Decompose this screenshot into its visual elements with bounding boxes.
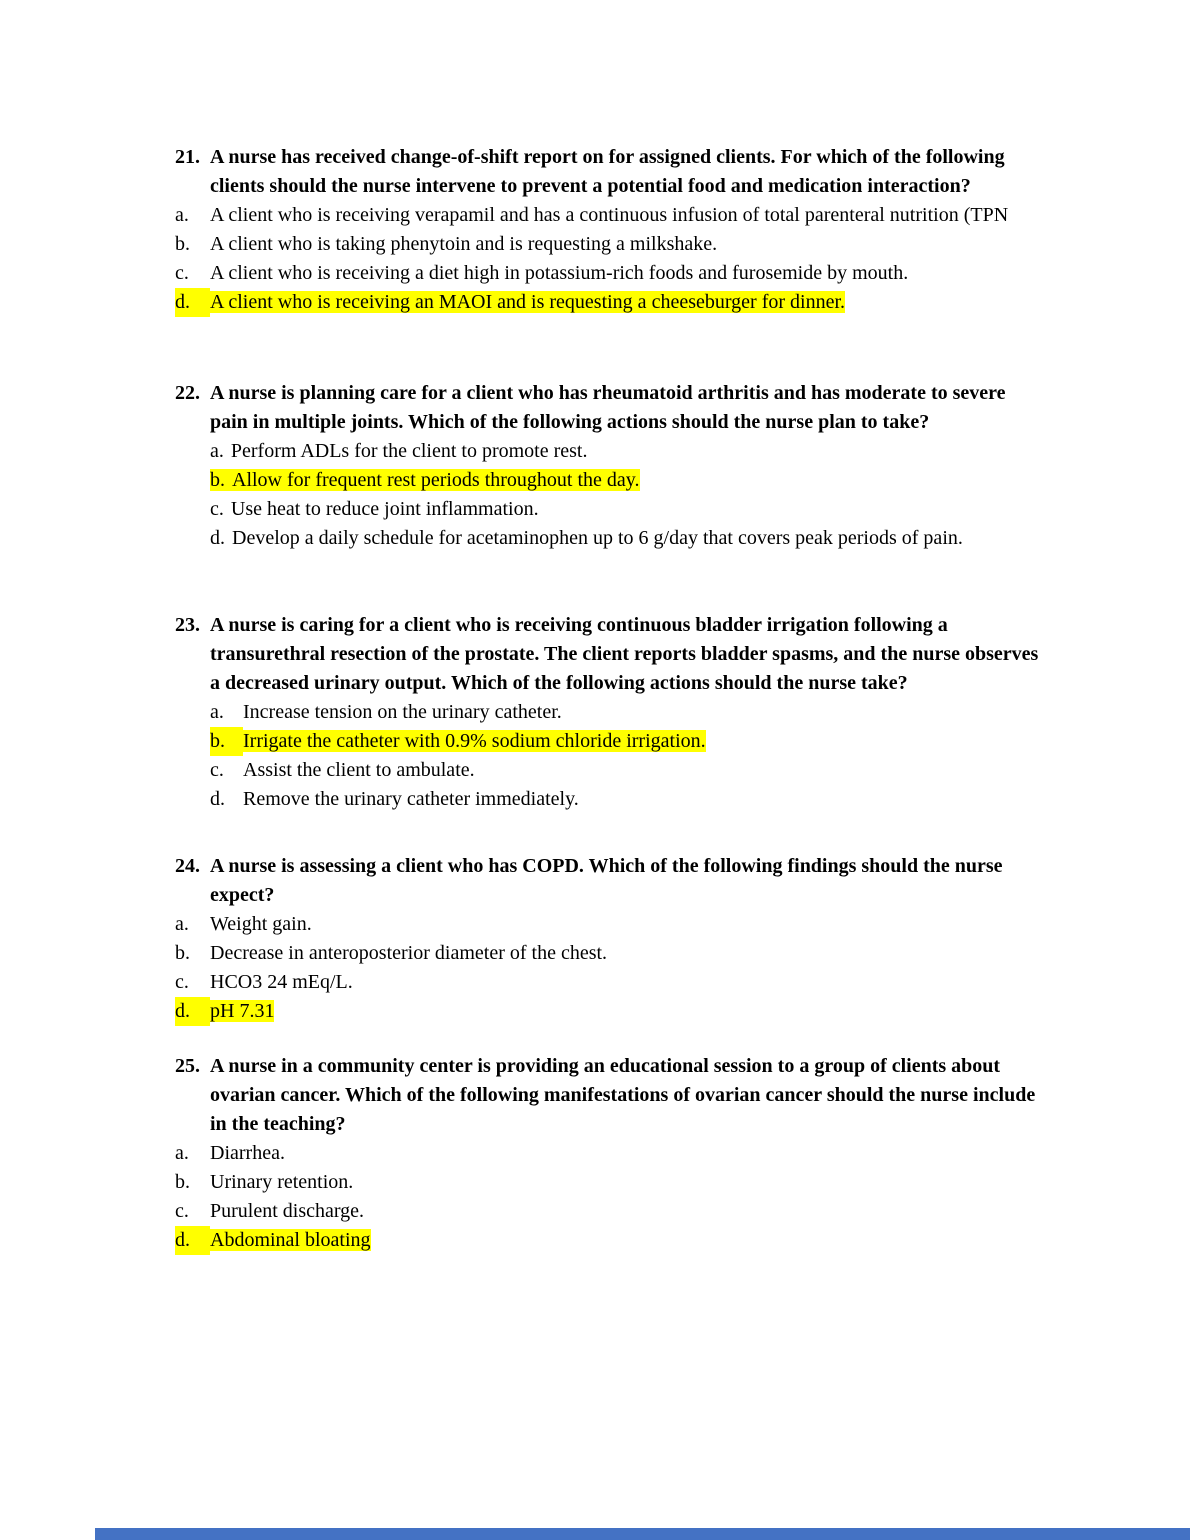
option-letter: c.	[175, 262, 189, 284]
option-text: Develop a daily schedule for acetaminophen up to 6 g/day that covers peak periods of pain.	[232, 527, 963, 549]
option-text: Increase tension on the urinary catheter.	[243, 701, 562, 723]
option-text: A client who is taking phenytoin and is requesting a milkshake.	[210, 233, 718, 255]
option-text: Diarrhea.	[210, 1142, 285, 1164]
question-number: 21.	[175, 146, 200, 168]
question-text: A nurse has received change-of-shift report on for assigned clients. For which of the following clients should the nurse intervene to prevent a potential food and medication interaction?	[210, 146, 1005, 197]
option-row-answer	[175, 466, 1048, 495]
option-text: pH 7.31	[210, 1000, 275, 1022]
option-letter: d.	[175, 997, 210, 1026]
option-letter: b.	[210, 727, 243, 756]
option-letter: c.	[210, 498, 224, 520]
option-letter: c.	[175, 1200, 189, 1222]
option-row	[175, 939, 1048, 968]
question-25	[175, 1052, 1048, 1255]
option-row-answer	[175, 997, 1048, 1026]
option-row	[175, 437, 1048, 466]
option-letter: d.	[175, 1226, 210, 1255]
option-row	[175, 910, 1048, 939]
option-text: Assist the client to ambulate.	[243, 759, 475, 781]
question-text: A nurse is assessing a client who has COPD. Which of the following findings should the nurse expect?	[210, 855, 1003, 906]
option-row	[175, 1139, 1048, 1168]
option-text: A client who is receiving a diet high in potassium-rich foods and furosemide by mouth.	[210, 262, 909, 284]
option-text: HCO3 24 mEq/L.	[210, 971, 353, 993]
option-letter: c.	[210, 759, 224, 781]
option-letter: d.	[210, 527, 225, 549]
question-24	[175, 852, 1048, 1026]
question-23	[175, 611, 1048, 814]
question-head	[175, 143, 1048, 201]
option-letter: a.	[175, 1142, 189, 1164]
option-row-answer	[175, 288, 1048, 317]
option-letter: d.	[210, 788, 225, 810]
option-row-answer	[175, 1226, 1048, 1255]
option-row-answer	[210, 727, 1048, 756]
question-head	[175, 379, 1048, 437]
option-letter: d.	[175, 288, 210, 317]
question-head	[175, 611, 1048, 698]
question-22	[175, 379, 1048, 553]
option-letter: c.	[175, 971, 189, 993]
option-row	[175, 259, 1048, 288]
option-row	[210, 756, 1048, 785]
option-row	[175, 1197, 1048, 1226]
question-number: 24.	[175, 855, 200, 877]
option-text: Weight gain.	[210, 913, 312, 935]
option-text: Urinary retention.	[210, 1171, 354, 1193]
question-number: 22.	[175, 382, 200, 404]
option-row	[210, 785, 1048, 814]
option-letter: a.	[210, 440, 224, 462]
option-row	[175, 1168, 1048, 1197]
question-number: 25.	[175, 1055, 200, 1077]
option-row	[175, 968, 1048, 997]
option-text: Allow for frequent rest periods throughout the day.	[232, 469, 640, 491]
option-text: A client who is receiving an MAOI and is requesting a cheeseburger for dinner.	[210, 291, 845, 313]
option-letter: b.	[175, 1171, 190, 1193]
option-text: Perform ADLs for the client to promote rest.	[230, 440, 588, 462]
question-text: A nurse is planning care for a client who has rheumatoid arthritis and has moderate to severe pain in multiple joints. Which of the following actions should the nurse plan to take?	[210, 382, 1006, 433]
question-number: 23.	[175, 614, 200, 636]
question-text: A nurse is caring for a client who is receiving continuous bladder irrigation following a transurethral resection of the prostate. The client reports bladder spasms, and the nurse observes a decreased urinary output. Which of the following actions should the nurse take?	[210, 614, 1039, 694]
option-letter: b.	[210, 469, 232, 491]
option-row	[175, 524, 1048, 553]
bottom-page-divider	[95, 1528, 1190, 1540]
option-letter: a.	[175, 204, 189, 226]
option-text: Abdominal bloating	[210, 1229, 371, 1251]
option-letter: a.	[210, 701, 224, 723]
option-row	[175, 230, 1048, 259]
option-row	[175, 201, 1048, 230]
option-text: Decrease in anteroposterior diameter of the chest.	[210, 942, 608, 964]
question-21	[175, 143, 1048, 317]
option-text: Irrigate the catheter with 0.9% sodium chloride irrigation.	[243, 730, 706, 752]
option-row	[175, 495, 1048, 524]
option-text: Purulent discharge.	[210, 1200, 365, 1222]
option-letter: b.	[175, 942, 190, 964]
question-head	[175, 1052, 1048, 1139]
question-text: A nurse in a community center is providing an educational session to a group of clients about ovarian cancer. Which of the following manifestations of ovarian cancer should the nurse include in the teaching?	[210, 1055, 1036, 1135]
option-text: A client who is receiving verapamil and has a continuous infusion of total parenteral nutrition (TPN	[210, 204, 1009, 226]
option-letter: a.	[175, 913, 189, 935]
option-letter: b.	[175, 233, 190, 255]
question-head	[175, 852, 1048, 910]
option-row	[210, 698, 1048, 727]
option-text: Remove the urinary catheter immediately.	[243, 788, 579, 810]
option-text: Use heat to reduce joint inflammation.	[230, 498, 539, 520]
